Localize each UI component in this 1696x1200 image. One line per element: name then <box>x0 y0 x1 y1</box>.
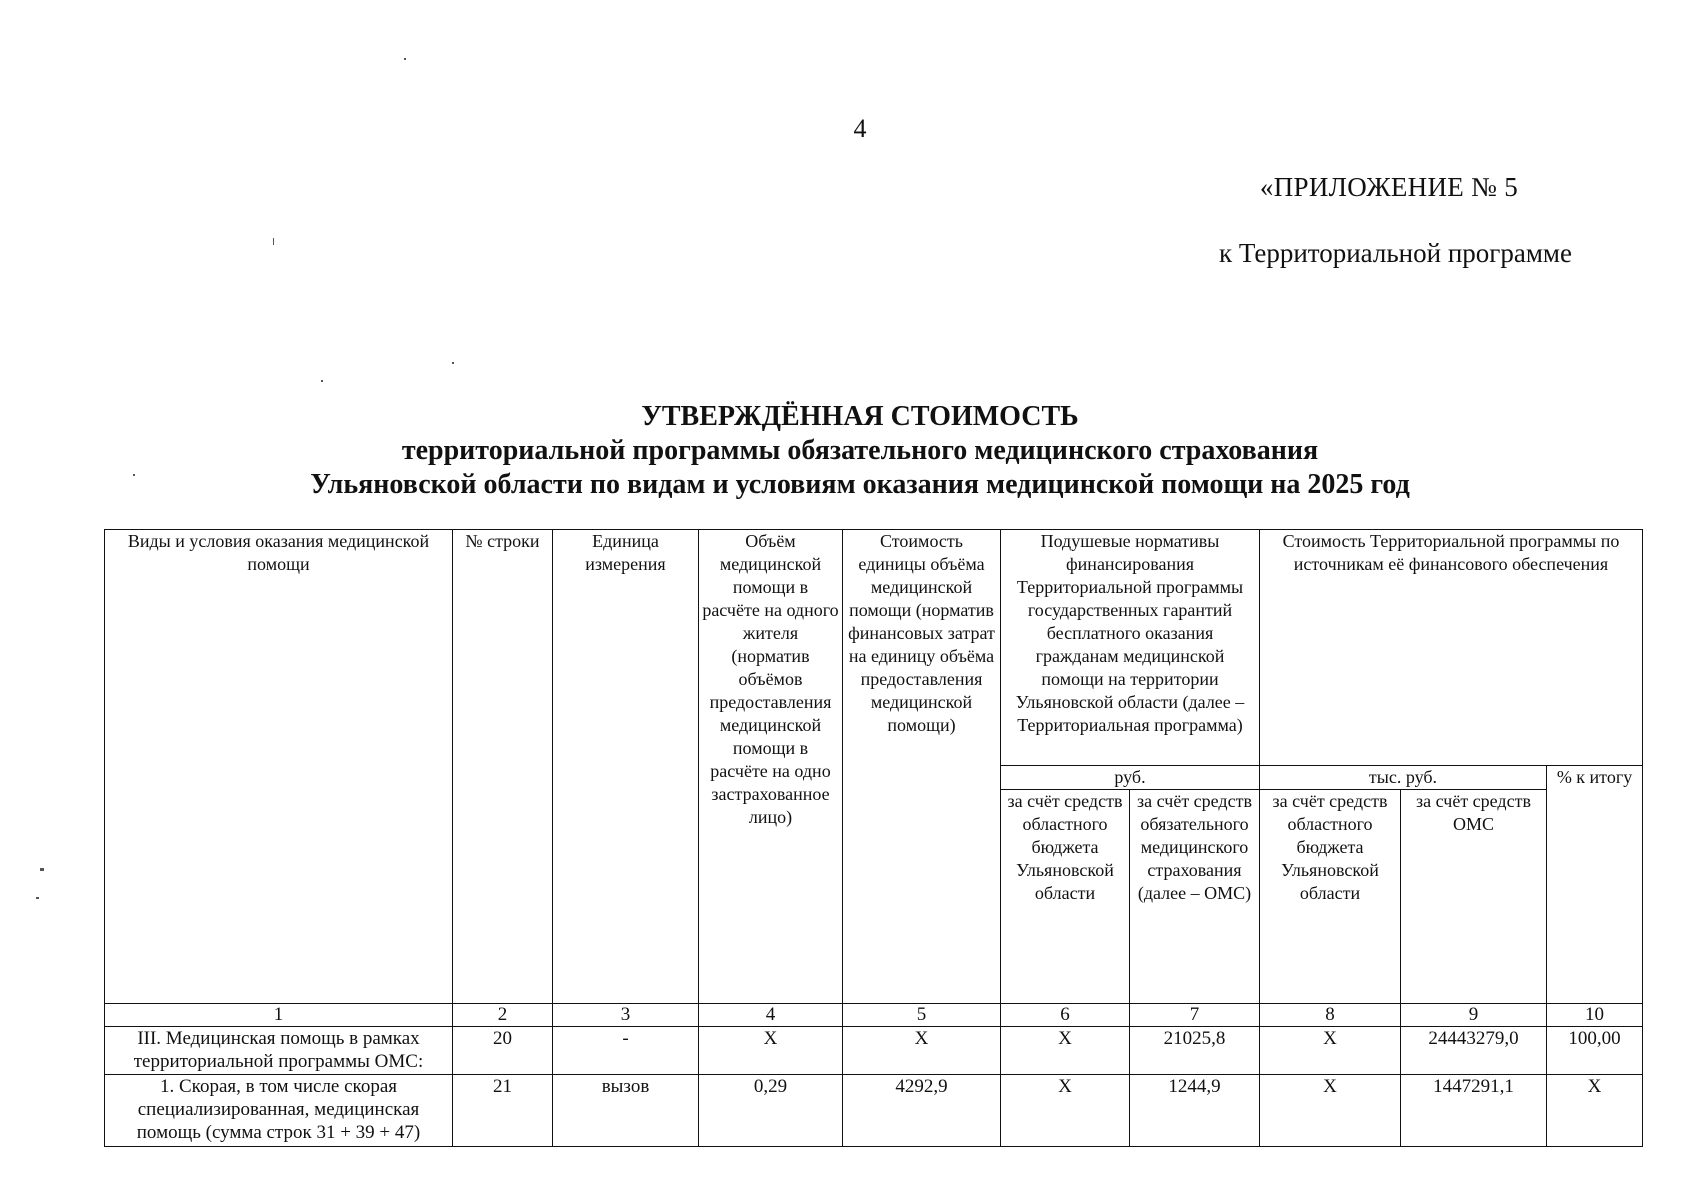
header-unit-cost: Стоимость единицы объёма медицинской помощи (норматив финансовых затрат на единицу объёма предоставления медицинской помощи) <box>843 530 1001 1004</box>
column-number: 2 <box>453 1004 553 1027</box>
row-budget-rub: Х <box>1001 1027 1130 1075</box>
table-row <box>105 1027 1643 1075</box>
scan-speck <box>133 474 135 476</box>
row-unit-cost: Х <box>843 1027 1001 1075</box>
row-budget-thousand: Х <box>1260 1027 1401 1075</box>
scan-speck <box>404 58 406 60</box>
row-percent: 100,00 <box>1547 1027 1643 1075</box>
row-oms-thousand: 24443279,0 <box>1401 1027 1547 1075</box>
header-unit: Единица измерения <box>553 530 699 1004</box>
column-number: 3 <box>553 1004 699 1027</box>
row-name: III. Медицинская помощь в рамках территориальной программы ОМС: <box>105 1027 453 1075</box>
appendix-subtitle: к Территориальной программе <box>1219 238 1572 268</box>
table-row <box>105 1075 1643 1147</box>
scan-speck <box>40 868 44 871</box>
row-oms-thousand: 1447291,1 <box>1401 1075 1547 1147</box>
row-budget-thousand: Х <box>1260 1075 1401 1147</box>
column-number: 4 <box>699 1004 843 1027</box>
row-percent: Х <box>1547 1075 1643 1147</box>
header-oms-rub: за счёт средств обязательного медицинского страхования (далее – ОМС) <box>1130 790 1260 1004</box>
row-oms-rub: 1244,9 <box>1130 1075 1260 1147</box>
scan-speck <box>36 897 39 899</box>
scan-speck <box>321 380 323 382</box>
document-title <box>0 400 1696 502</box>
header-program-cost: Стоимость Территориальной программы по источникам её финансового обеспечения <box>1260 530 1643 766</box>
column-number: 6 <box>1001 1004 1130 1027</box>
appendix-title: «ПРИЛОЖЕНИЕ № 5 <box>1259 172 1518 202</box>
page-number: 4 <box>853 114 867 143</box>
header-kinds-of-care: Виды и условия оказания медицинской помощи <box>105 530 453 1004</box>
header-regional-budget-rub: за счёт средств областного бюджета Ульяновской области <box>1001 790 1130 1004</box>
column-number: 5 <box>843 1004 1001 1027</box>
header-volume: Объём медицинской помощи в расчёте на одного жителя (норматив объёмов предоставления медицинской помощи в расчёте на одно застрахованное лицо) <box>699 530 843 1004</box>
row-unit: - <box>553 1027 699 1075</box>
header-per-capita-standards: Подушевые нормативы финансирования Территориальной программы государственных гарантий бесплатного оказания гражданам медицинской помощи на территории Ульяновской области (далее – Территориальная программа) <box>1001 530 1260 766</box>
row-number: 20 <box>453 1027 553 1075</box>
row-budget-rub: Х <box>1001 1075 1130 1147</box>
scan-speck <box>273 238 274 245</box>
header-row-number: № строки <box>453 530 553 1004</box>
column-number: 8 <box>1260 1004 1401 1027</box>
column-number: 1 <box>105 1004 453 1027</box>
document-title-line-3: Ульяновской области по видам и условиям оказания медицинской помощи на 2025 год <box>310 469 1410 500</box>
header-percent-of-total: % к итогу <box>1547 766 1643 1004</box>
column-number: 7 <box>1130 1004 1260 1027</box>
header-thousand-rub: тыс. руб. <box>1260 766 1547 790</box>
document-title-line-1: УТВЕРЖДЁННАЯ СТОИМОСТЬ <box>641 401 1079 432</box>
row-volume: Х <box>699 1027 843 1075</box>
row-oms-rub: 21025,8 <box>1130 1027 1260 1075</box>
header-oms-thousand: за счёт средств ОМС <box>1401 790 1547 1004</box>
column-number: 9 <box>1401 1004 1547 1027</box>
cost-table <box>104 529 1643 1147</box>
column-number: 10 <box>1547 1004 1643 1027</box>
row-name: 1. Скорая, в том числе скорая специализированная, медицинская помощь (сумма строк 31 + 39 + 47) <box>105 1075 453 1147</box>
row-number: 21 <box>453 1075 553 1147</box>
row-unit: вызов <box>553 1075 699 1147</box>
row-volume: 0,29 <box>699 1075 843 1147</box>
row-unit-cost: 4292,9 <box>843 1075 1001 1147</box>
document-title-line-2: территориальной программы обязательного медицинского страхования <box>401 435 1319 466</box>
header-rub: руб. <box>1001 766 1260 790</box>
header-regional-budget-thousand: за счёт средств областного бюджета Ульяновской области <box>1260 790 1401 1004</box>
scan-speck <box>452 362 454 364</box>
